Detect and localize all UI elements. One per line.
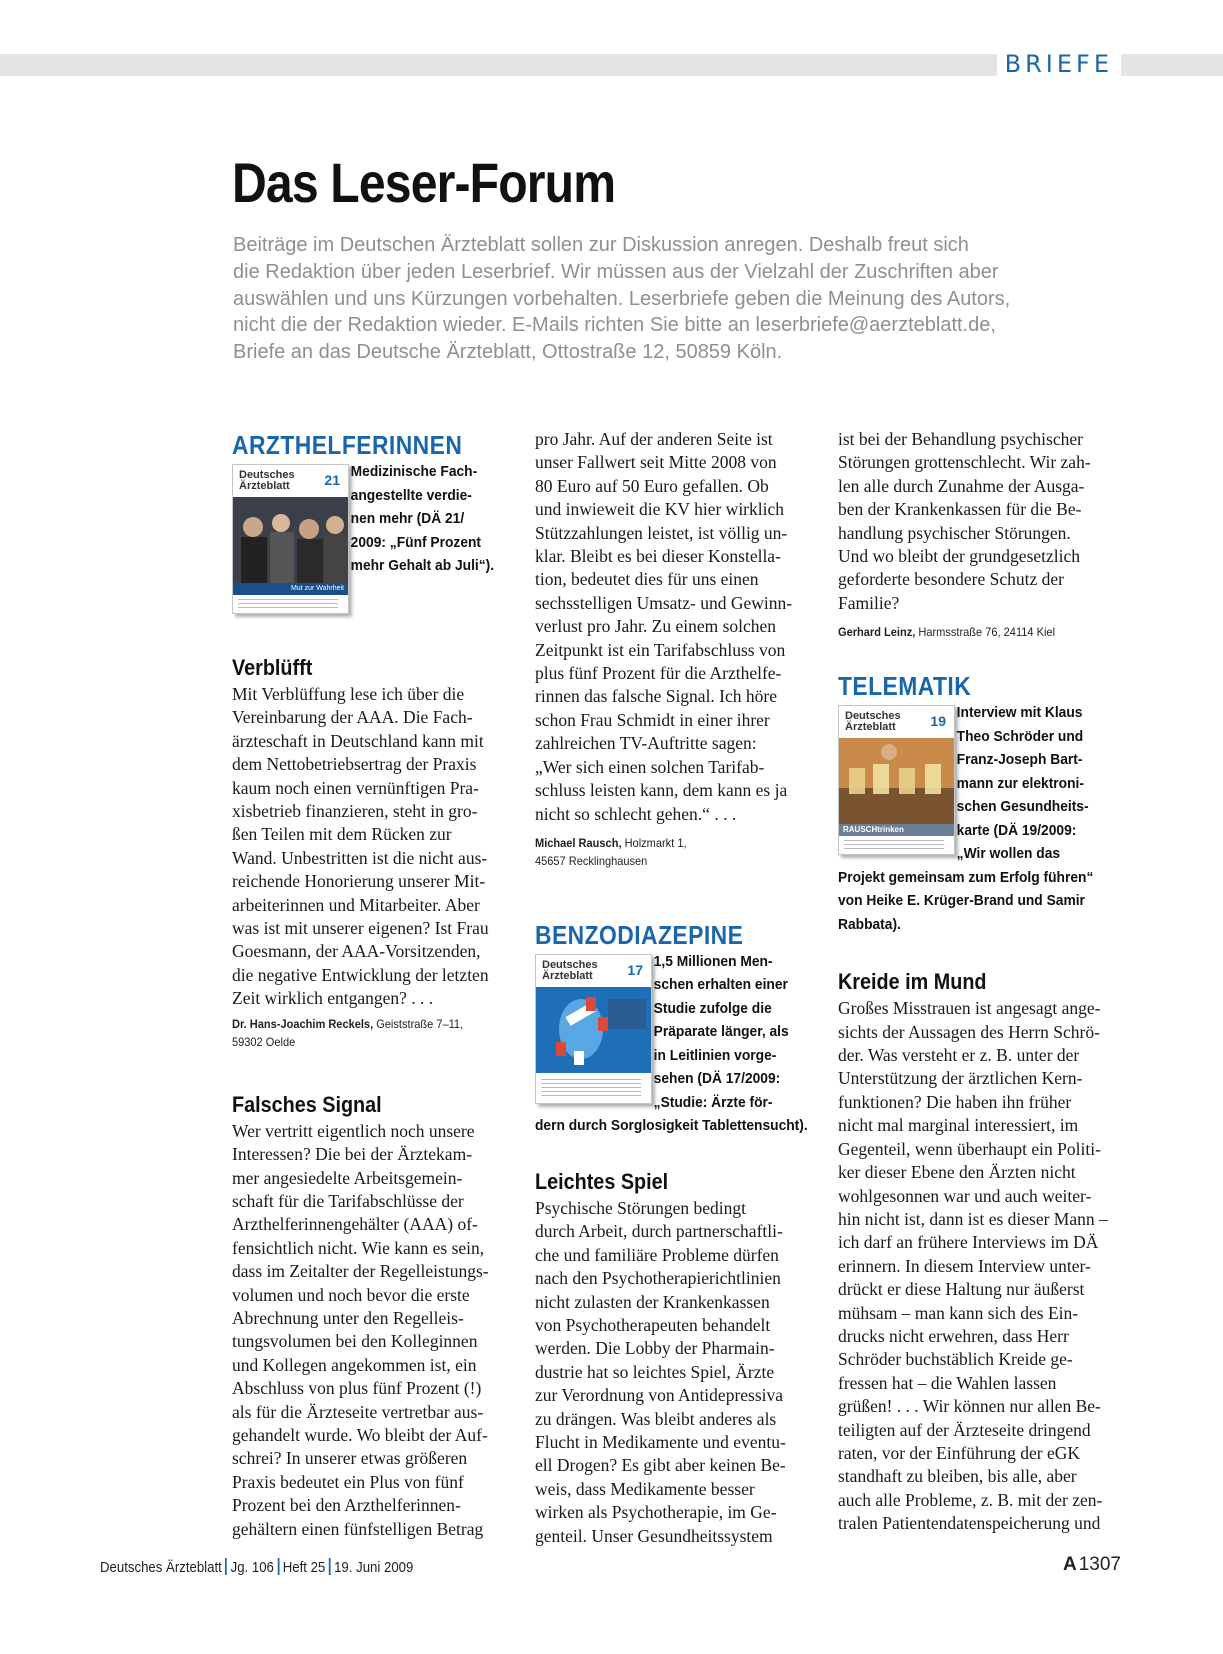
text-line: ßen Teilen mit dem Rücken zur [232,824,452,845]
text-line: klar. Bleibt es bei dieser Konstella- [535,546,781,567]
text-line: zur Verordnung von Antidepressiva [535,1385,784,1406]
text-line: Abschluss von plus fünf Prozent (!) [232,1378,482,1399]
text-line: weis, dass Medikamente besser [535,1478,755,1499]
text-line: pro Jahr. Auf der anderen Seite ist [535,429,773,449]
text-line: „Wir wollen das [956,845,1061,863]
text-line: volumen und noch bevor die erste [232,1284,470,1305]
text-line: geforderte besondere Schutz der [838,569,1064,590]
article-reference-benzodiazepine-tail: dern durch Sorglosigkeit Tablettensucht). [535,1117,808,1135]
article-reference-telematik-tail [838,866,1100,937]
text-line: Abrechnung unter den Regelleis- [232,1307,464,1328]
text-line: Psychische Störungen bedingt [535,1197,746,1218]
text-line: und Kollegen angekommen ist, ein [232,1354,477,1375]
letter-body-kreide-im-mund [838,997,1123,1535]
text-line: Medizinische Fach- [350,463,478,480]
rubric-telematik: TELEMATIK [838,671,972,702]
cover-issue-number: 19 [930,713,946,730]
text-line: 80 Euro auf 50 Euro gefallen. Ob [535,475,769,496]
text-line: Wer vertritt eigentlich noch unsere [232,1120,475,1141]
letter-body-leichtes-spiel-continued [838,428,1123,615]
text-line: Theo Schröder und [956,727,1084,745]
text-line: als für die Ärzteseite vertretbar aus- [232,1401,484,1422]
text-line: von Psychotherapeuten behandelt [535,1314,771,1335]
text-line: teiligten auf der Ärzteseite dringend [838,1419,1091,1440]
author-name: Michael Rausch, [535,835,622,850]
text-line: erinnern. In diesem Interview unter- [838,1255,1091,1276]
text-line: gehandelt wurde. Wo bleibt der Auf- [232,1424,488,1445]
footer-separator [277,1558,279,1575]
text-line: und inwieweit die KV hier wirklich [535,499,784,520]
section-label: BRIEFE [997,48,1121,80]
letter-body-falsches-signal-continued [535,428,820,826]
rubric-arzthelferinnen: ARZTHELFERINNEN [232,430,463,460]
text-line: Beiträge im Deutschen Ärzteblatt sollen zur Diskussion anregen. Deshalb freut sich [233,234,969,256]
rubric-benzodiazepine: BENZODIAZEPINE [535,919,744,950]
text-line: xisbetrieb finanzieren, steht in gro- [232,801,478,822]
author-name: Dr. Hans-Joachim Reckels, [232,1016,374,1031]
text-line: nicht zulasten der Krankenkassen [535,1291,770,1312]
column-2 [535,430,820,1548]
text-line: zu drängen. Was bleibt anderes als [535,1408,777,1429]
footer-issue: Heft 25 [282,1559,326,1576]
text-line: Unterstützung der ärztlichen Kern- [838,1068,1083,1089]
letter-signature-leinz [838,623,1100,641]
text-line: Studie zufolge die [653,999,772,1017]
page-number [1063,1554,1121,1576]
text-line: Arzthelferinnengehälter (AAA) of- [232,1214,478,1235]
cover-issue-number: 21 [324,472,340,488]
text-line: schon Frau Schmidt in einer ihrer [535,709,770,730]
text-line: hin nicht ist, dann ist es dieser Mann – [838,1208,1108,1229]
cover-masthead: Deutsches Ärzteblatt [239,469,295,492]
text-line: plus fünf Prozent für die Arzthelfe- [535,663,782,684]
text-line: Vereinbarung der AAA. Die Fach- [232,707,473,728]
letter-signature-rausch [535,834,797,870]
text-line: Störungen grottenschlecht. Wir zah- [838,452,1091,473]
text-line: der. Was versteht er z. B. unter der [838,1045,1080,1066]
text-line: tralen Patientendatenspeicherung und [838,1513,1101,1534]
text-line: was ist mit unserer eigenen? Ist Frau [232,918,489,939]
text-line: dass im Zeitalter der Regelleistungs- [232,1261,489,1282]
text-line: schen Gesundheits- [956,798,1089,816]
letter-heading-kreide-im-mund: Kreide im Mund [838,969,987,995]
text-line: nicht so schlecht gehen.“ . . . [535,803,737,824]
cover-issue-number: 17 [627,961,643,978]
text-line: unser Fallwert seit Mitte 2008 von [535,452,777,473]
letter-body-leichtes-spiel [535,1197,820,1548]
text-line: len alle durch Zunahme der Ausga- [838,475,1085,496]
footer-separator [329,1558,331,1575]
text-line: mehr Gehalt ab Juli“). [350,557,495,574]
letter-body-verblufft [232,683,517,1011]
text-line: Gegenteil, wenn überhaupt ein Politi- [838,1138,1101,1159]
author-address: Holzmarkt 1, [624,835,687,850]
text-line: schluss leisten kann, dem kann es ja [535,780,788,801]
text-line: Praxis bedeutet ein Plus von fünf [232,1471,464,1492]
page-title: Das Leser-Forum [232,151,616,214]
text-line: 2009: „Fünf Prozent [350,533,482,551]
text-line: reichende Honorierung unserer Mit- [232,871,486,892]
text-line: grüßen! . . . Wir können nur allen Be- [838,1396,1101,1417]
text-line: nach den Psychotherapierichtlinien [535,1268,781,1289]
text-line: nen mehr (DÄ 21/ [350,510,465,527]
column-3 [838,430,1123,1536]
cover-text-lines [238,599,338,609]
article-reference-arzthelferinnen [232,460,494,578]
text-line: fressen hat – die Wahlen lassen [838,1372,1057,1393]
text-line: nicht die der Redaktion wieder. E-Mails richten Sie bitte an leserbriefe@aerzteblatt.de, [233,314,996,337]
text-line: 1,5 Millionen Men- [653,952,773,970]
text-line: Zeitpunkt ist ein Tarifabschluss von [535,639,786,660]
text-line: Flucht in Medikamente und eventu- [535,1431,786,1452]
text-line: Stützzahlungen leistet, ist völlig un- [535,522,788,543]
text-line: sichts der Aussagen des Herrn Schrö- [838,1021,1100,1042]
text-line: Und wo bleibt der grundgesetzlich [838,546,1081,567]
text-line: Schröder buchstäblich Kreide ge- [838,1349,1073,1370]
text-line: gehältern einen fünfstelligen Betrag [232,1518,484,1539]
author-address-city: 45657 Recklinghausen [535,853,648,868]
text-line: „Wer sich einen solchen Tarifab- [535,756,765,777]
text-line: ich darf an frühere Interviews im DÄ [838,1232,1099,1253]
author-address: Geiststraße 7–11, [376,1016,464,1031]
text-line: auch alle Probleme, z. B. mit der zen- [838,1489,1103,1510]
text-line: genteil. Unser Gesundheitssystem [535,1525,773,1546]
intro-text [233,232,1133,366]
letter-heading-leichtes-spiel: Leichtes Spiel [535,1168,669,1194]
text-line: ärzteschaft in Deutschland kann mit [232,730,484,751]
text-line: karte (DÄ 19/2009: [956,821,1077,839]
text-line: mann zur elektroni- [956,774,1084,792]
text-line: arbeiterinnen und Mitarbeiter. Aber [232,894,480,915]
text-line: Großes Misstrauen ist angesagt ange- [838,998,1101,1019]
page-footer [100,1558,413,1576]
text-line: ben der Krankenkassen für die Be- [838,499,1082,520]
footer-date: 19. Juni 2009 [334,1559,414,1576]
text-line: Zeit wirklich entgangen? . . . [232,988,434,1009]
footer-separator [225,1558,227,1575]
text-line: wirken als Psychotherapie, im Ge- [535,1502,777,1523]
page-number-value: 1307 [1078,1554,1121,1575]
letter-heading-verblufft: Verblüfft [232,655,313,680]
text-line: von Heike E. Krüger-Brand und Samir [838,892,1085,910]
text-line: schaft für die Tarifabschlüsse der [232,1190,464,1211]
text-line: tion, bedeutet dies für uns einen [535,569,759,590]
cover-masthead: Deutsches Ärzteblatt [845,710,901,734]
text-line: schen erhalten einer [653,976,788,994]
text-line: Goesmann, der AAA-Vorsitzenden, [232,941,481,962]
author-address-city: 59302 Oelde [232,1034,296,1049]
text-line: dustrie hat so leichtes Spiel, Ärzte [535,1361,775,1382]
cover-headline-strip: RAUSCHtrinken [839,824,954,836]
text-line: handlung psychischer Störungen. [838,522,1071,543]
text-line: in Leitlinien vorge- [653,1046,777,1064]
text-line: sechsstelligen Umsatz- und Gewinn- [535,592,793,613]
text-line: Mit Verblüffung lese ich über die [232,684,465,704]
letter-heading-falsches-signal: Falsches Signal [232,1091,382,1117]
text-line: Briefe an das Deutsche Ärzteblatt, Ottostraße 12, 50859 Köln. [233,341,783,364]
text-line: Franz-Joseph Bart- [956,751,1083,769]
text-line: sehen (DÄ 17/2009: [653,1070,781,1088]
text-line: Rabbata). [838,915,901,933]
text-line: drucks nicht erwehren, dass Herr [838,1325,1069,1346]
text-line: Prozent bei den Arzthelferinnen- [232,1495,461,1516]
text-line: raten, vor der Einführung der eGK [838,1442,1080,1463]
cover-masthead: Deutsches Ärzteblatt [542,958,598,982]
text-line: Projekt gemeinsam zum Erfolg führen“ [838,868,1094,886]
text-line: rinnen das falsche Signal. Ich höre [535,686,778,707]
page-prefix: A [1062,1554,1077,1575]
text-line: kaum noch einen vernünftigen Pra- [232,777,479,798]
text-line: dem Nettobetriebsertrag der Praxis [232,754,477,775]
column-1 [232,430,517,1541]
text-line: Familie? [838,592,900,613]
text-line: angestellte verdie- [350,486,472,504]
letter-signature-reckels [232,1015,494,1051]
text-line: ell Drogen? Es gibt aber keinen Be- [535,1455,786,1476]
text-line: ist bei der Behandlung psychischer [838,429,1083,449]
text-line: funktionen? Die haben ihn früher [838,1091,1072,1112]
text-line: werden. Die Lobby der Pharmain- [535,1338,775,1359]
text-line: ker dieser Ebene den Ärzten nicht [838,1162,1076,1183]
text-line: verlust pro Jahr. Zu einem solchen [535,616,777,637]
text-line: die Redaktion über jeden Leserbrief. Wir müssen aus der Vielzahl der Zuschriften aber [233,260,999,283]
text-line: standhaft zu bleiben, bis alle, aber [838,1466,1077,1487]
text-line: Wand. Unbestritten ist die nicht aus- [232,847,488,868]
text-line: Interview mit Klaus [956,704,1083,722]
text-line: schrei? In unserer etwas größeren [232,1448,468,1469]
text-line: tungsvolumen bei den Kolleginnen [232,1331,478,1352]
author-address: Harmsstraße 76, 24114 Kiel [918,625,1056,640]
text-line: Interessen? Die bei der Ärztekam- [232,1144,473,1165]
article-reference-telematik [838,701,1100,866]
text-line: nicht mal marginal interessiert, im [838,1115,1079,1136]
cover-headline-strip: Mut zur Wahrheit [233,583,348,595]
text-line: auswählen und uns Kürzungen vorbehalten. Leserbriefe geben die Meinung des Autors, [233,287,1011,310]
text-line: zahlreichen TV-Auftritte sagen: [535,733,757,754]
footer-volume: Jg. 106 [230,1559,274,1576]
text-line: Präparate länger, als [653,1023,789,1041]
letter-body-falsches-signal [232,1120,517,1541]
author-name: Gerhard Leinz, [838,625,916,640]
text-line: mer angesiedelte Arbeitsgemein- [232,1167,463,1188]
text-line: „Studie: Ärzte för- [653,1093,773,1111]
text-line: drückt er diese Haltung nur äußerst [838,1279,1085,1300]
text-line: die negative Entwicklung der letzten [232,964,489,985]
article-reference-benzodiazepine [535,950,797,1115]
text-line: fensichtlich nicht. Wie kann es sein, [232,1237,485,1258]
text-line: mühsam – man kann sich des Ein- [838,1302,1079,1323]
text-line: wohlgesonnen war und auch weiter- [838,1185,1092,1206]
text-line: che und familiäre Probleme dürfen [535,1244,779,1265]
text-line: durch Arbeit, durch partnerschaftli- [535,1221,783,1242]
footer-journal: Deutsches Ärzteblatt [100,1559,222,1576]
